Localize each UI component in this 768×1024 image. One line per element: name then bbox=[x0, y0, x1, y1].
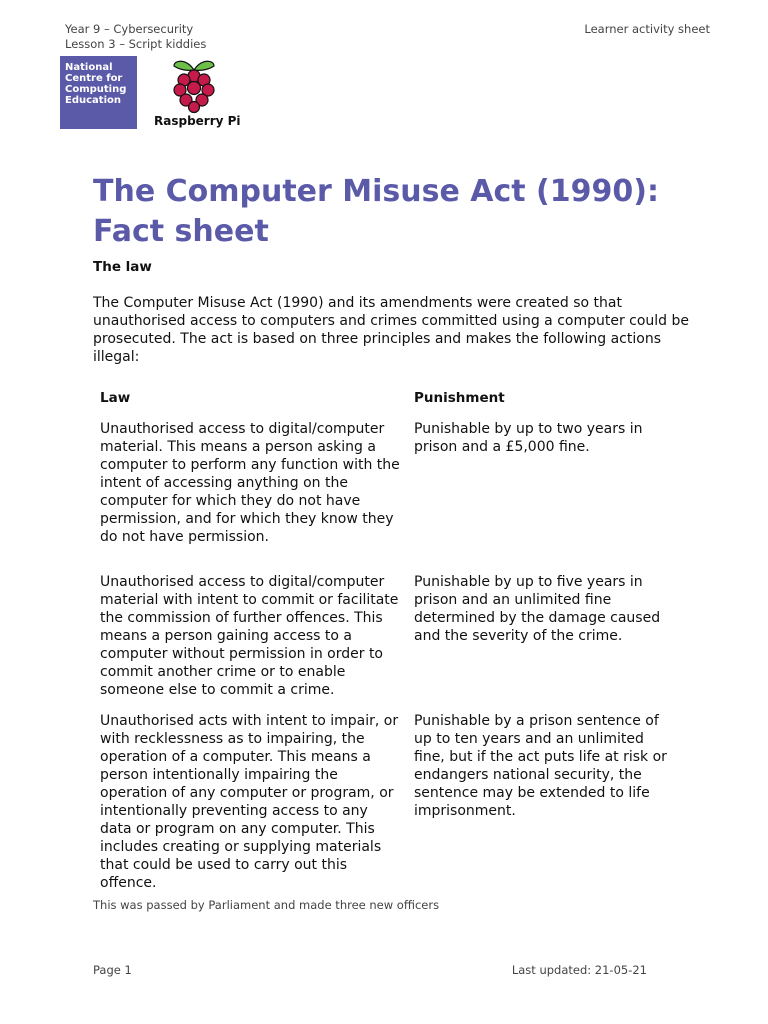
sheet-type-label: Learner activity sheet bbox=[584, 22, 710, 36]
raspberry-pi-logo bbox=[152, 56, 240, 132]
law-cell: Unauthorised acts with intent to impair, or with recklessness as to impairing, the operation of a computer. This means a person intentionally impairing the operation of any computer or program, or intentionally preventing access to any data or program on any computer. This includes creating or supplying materials that could be used to carry out this offence. bbox=[100, 713, 399, 891]
course-label: Year 9 – Cybersecurity bbox=[65, 22, 194, 36]
raspberry-pi-wordmark: Raspberry Pi bbox=[154, 114, 241, 128]
punishment-cell: Punishable by a prison sentence of up to ten years and an unlimited fine, but if the act puts life at risk or endangers national security, the sentence may be extended to life imprisonment. bbox=[414, 713, 667, 819]
raspberry-icon bbox=[168, 56, 220, 114]
law-cell: Unauthorised access to digital/computer material. This means a person asking a computer to perform any function with the intent of accessing anything on the computer for which they do not have permission, and for which they know they do not have permission. bbox=[100, 421, 400, 545]
law-cell: Unauthorised access to digital/computer material with intent to commit or facilitate the commission of further offences. This means a person gaining access to a computer without permission in order to commit another crime or to enable someone else to commit a crime. bbox=[100, 574, 399, 698]
intro-paragraph: The Computer Misuse Act (1990) and its amendments were created so that unauthorised access to computers and crimes committed using a computer could be prosecuted. The act is based on three principles and makes the following actions illegal: bbox=[93, 295, 690, 365]
lesson-label: Lesson 3 – Script kiddies bbox=[65, 37, 207, 51]
column-header-law: Law bbox=[100, 390, 131, 406]
column-header-punishment: Punishment bbox=[414, 390, 505, 406]
ncce-logo: National Centre for Computing Education bbox=[60, 56, 137, 129]
punishment-cell: Punishable by up to two years in prison and a £5,000 fine. bbox=[414, 421, 643, 455]
punishment-cell: Punishable by up to five years in prison and an unlimited fine determined by the damage caused and the severity of the crime. bbox=[414, 574, 661, 644]
header-course-info bbox=[65, 22, 206, 52]
footnote: This was passed by Parliament and made three new officers bbox=[93, 898, 440, 912]
page-number: Page 1 bbox=[93, 963, 132, 977]
page-title: The Computer Misuse Act (1990): Fact sheet bbox=[93, 174, 659, 249]
section-heading: The law bbox=[93, 259, 152, 275]
last-updated: Last updated: 21-05-21 bbox=[511, 963, 647, 977]
